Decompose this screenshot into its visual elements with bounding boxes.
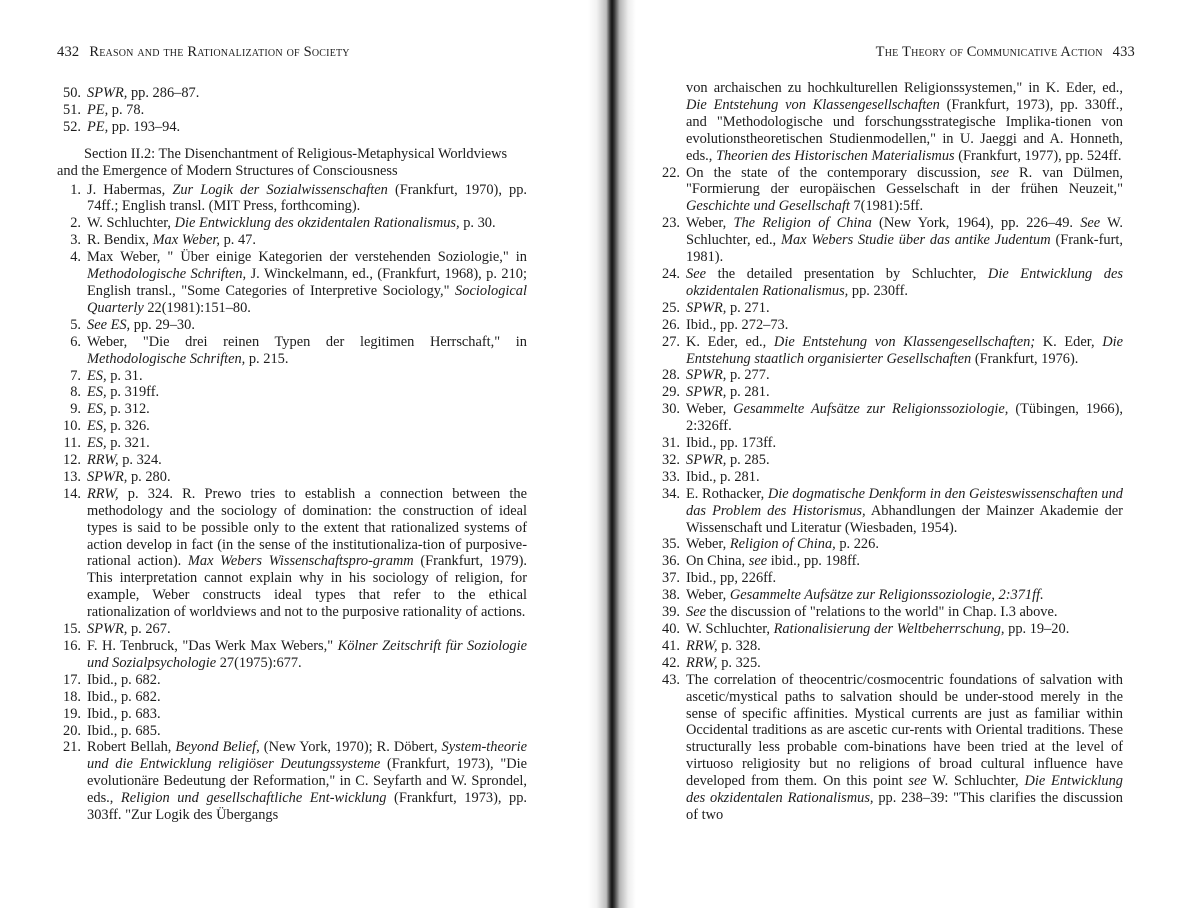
footnote-number: 33. <box>662 468 680 485</box>
footnote-7 <box>57 368 527 385</box>
footnote-number: 37. <box>662 570 680 587</box>
footnote-16 <box>57 638 527 672</box>
footnote-41 <box>656 638 1123 655</box>
footnote-text: Ibid., pp, 226ff. <box>686 570 777 587</box>
footnote-text: Ibid., p. 682. <box>87 688 161 705</box>
left-notes-column <box>57 85 527 824</box>
footnote-text: Ibid., p. 281. <box>686 468 760 485</box>
footnote-number: 4. <box>70 249 81 266</box>
footnote-38 <box>656 587 1123 604</box>
footnote-25 <box>656 300 1123 317</box>
footnote-number: 39. <box>662 604 680 621</box>
footnote-text: Robert Bellah, Beyond Belief, (New York, 1970); R. Döbert, System-theorie und die Entwicklung religiöser Deutungssysteme (Frankfurt, 1973), "Die evolutionäre Bedeutung der Reformation," in C. Seyfarth and W. Sprondel, eds., Religion und gesellschaftliche Ent-wicklung (Frankfurt, 1973), pp. 303ff. "Zur Logik des Übergangs <box>87 739 528 824</box>
footnote-2 <box>57 215 527 232</box>
footnote-text: Ibid., p. 683. <box>87 705 161 722</box>
footnote-number: 27. <box>662 333 680 350</box>
footnote-number: 30. <box>662 401 680 418</box>
footnote-text: SPWR, p. 285. <box>686 451 770 468</box>
footnote-39 <box>656 604 1123 621</box>
footnote-text: PE, pp. 193–94. <box>87 118 181 135</box>
footnote-text: SPWR, p. 267. <box>87 621 171 638</box>
footnote-30 <box>656 401 1123 435</box>
footnote-number: 12. <box>63 452 81 469</box>
footnote-text: E. Rothacker, Die dogmatische Denkform in den Geisteswissenschaften und das Problem des Historismus, Abhandlungen der Mainzer Akademie der Wissenschaft und Literatur (Wiesbaden, 1954). <box>686 485 1123 536</box>
footnote-number: 8. <box>70 384 81 401</box>
footnote-24 <box>656 266 1123 300</box>
footnote-36 <box>656 553 1123 570</box>
footnote-43 <box>656 672 1123 824</box>
footnote-text: PE, p. 78. <box>87 101 145 118</box>
footnote-52 <box>57 119 527 136</box>
footnote-number: 36. <box>662 553 680 570</box>
footnote-text: ES, p. 31. <box>87 367 143 384</box>
footnote-text: On the state of the contemporary discussion, see R. van Dülmen, "Formierung der europäischen Gesselschaft in der frühen Neuzeit," Geschichte und Gesellschaft 7(1981):5ff. <box>686 164 1123 215</box>
right-running-head <box>876 44 1135 61</box>
footnote-text: Ibid., pp. 272–73. <box>686 316 789 333</box>
footnote-number: 31. <box>662 435 680 452</box>
footnote-text: W. Schluchter, Rationalisierung der Weltbeherrschung, pp. 19–20. <box>686 621 1070 637</box>
footnote-text: Weber, Religion of China, p. 226. <box>686 536 879 553</box>
note-continuation <box>656 80 1123 165</box>
footnote-number: 38. <box>662 587 680 604</box>
footnote-35 <box>656 536 1123 553</box>
footnote-6 <box>57 334 527 368</box>
left-page-number: 432 <box>57 44 80 60</box>
footnote-number: 34. <box>662 485 680 502</box>
footnote-number: 29. <box>662 384 680 401</box>
footnote-number: 22. <box>662 164 680 181</box>
footnote-1 <box>57 182 527 216</box>
footnote-number: 10. <box>63 418 81 435</box>
footnote-17 <box>57 672 527 689</box>
footnote-text: Ibid., p. 682. <box>87 671 161 688</box>
footnote-5 <box>57 317 527 334</box>
footnote-text: Weber, "Die drei reinen Typen der legitimen Herrschaft," in Methodologische Schriften, p. 215. <box>87 333 527 367</box>
footnote-text: SPWR, p. 277. <box>686 367 770 384</box>
footnote-8 <box>57 384 527 401</box>
footnote-number: 32. <box>662 451 680 468</box>
footnote-number: 2. <box>70 215 81 232</box>
footnote-number: 15. <box>63 621 81 638</box>
footnote-number: 18. <box>63 688 81 705</box>
footnote-12 <box>57 452 527 469</box>
footnote-51 <box>57 102 527 119</box>
book-gutter-shadow <box>588 0 636 908</box>
footnote-text: W. Schluchter, Die Entwicklung des okzidentalen Rationalismus, p. 30. <box>87 215 496 232</box>
footnote-text: RRW, p. 325. <box>686 654 761 671</box>
footnote-text: ES, p. 312. <box>87 401 150 418</box>
footnote-number: 17. <box>63 671 81 688</box>
footnote-text: SPWR, p. 271. <box>686 299 770 316</box>
footnote-text: Weber, Gesammelte Aufsätze zur Religionssoziologie, (Tübingen, 1966), 2:326ff. <box>686 401 1123 435</box>
footnote-text: K. Eder, ed., Die Entstehung von Klassengesellschaften; K. Eder, Die Entstehung staatlich organisierter Gesellschaften (Frankfurt, 1976). <box>686 333 1123 367</box>
footnote-number: 16. <box>63 638 81 654</box>
footnote-text: See the discussion of "relations to the world" in Chap. I.3 above. <box>686 604 1058 621</box>
footnote-22 <box>656 165 1123 216</box>
footnote-number: 42. <box>662 654 680 671</box>
footnote-34 <box>656 486 1123 537</box>
footnote-number: 7. <box>70 367 81 384</box>
footnote-text: SPWR, p. 280. <box>87 468 171 485</box>
footnote-number: 5. <box>70 316 81 333</box>
footnote-number: 28. <box>662 367 680 384</box>
right-running-title: The Theory of Communicative Action <box>875 44 1103 60</box>
footnote-4 <box>57 249 527 317</box>
footnote-number: 50. <box>63 85 81 101</box>
left-running-title: Reason and the Rationalization of Society <box>89 44 350 60</box>
footnote-text: RRW, p. 328. <box>686 637 761 654</box>
footnote-text: Ibid., p. 685. <box>87 722 161 739</box>
right-page-number: 433 <box>1112 44 1135 60</box>
footnote-text: SPWR, p. 281. <box>686 384 770 401</box>
footnote-3 <box>57 232 527 249</box>
footnote-40 <box>656 621 1123 638</box>
footnote-text: SPWR, pp. 286–87. <box>87 85 200 101</box>
footnote-text: RRW, p. 324. <box>87 452 162 469</box>
footnote-31 <box>656 435 1123 452</box>
footnote-number: 20. <box>63 722 81 739</box>
footnote-9 <box>57 401 527 418</box>
right-notes-list <box>656 165 1123 824</box>
continuation-text: von archaischen zu hochkulturellen Religionssystemen," in K. Eder, ed., Die Entstehung von Klassengesellschaften (Frankfurt, 1973), pp. 330ff., and "Methodologische und forschungsstrategische Implika-tionen von evolutionstheoretischen Studienmodellen," in U. Jaeggi and A. Honneth, eds., Theorien des Historischen Materialismus (Frankfurt, 1977), pp. 524ff. <box>686 80 1123 164</box>
footnote-text: ES, p. 326. <box>87 418 150 435</box>
footnote-text: Weber, The Religion of China (New York, 1964), pp. 226–49. See W. Schluchter, ed., Max Webers Studie über das antike Judentum (Frank-furt, 1981). <box>686 215 1124 266</box>
footnote-13 <box>57 469 527 486</box>
footnote-27 <box>656 334 1123 368</box>
footnote-number: 35. <box>662 536 680 553</box>
left-running-head <box>57 44 350 61</box>
footnote-number: 26. <box>662 316 680 333</box>
footnote-number: 23. <box>662 215 680 232</box>
footnote-text: Weber, Gesammelte Aufsätze zur Religionssoziologie, 2:371ff. <box>686 587 1044 604</box>
footnote-23 <box>656 215 1123 266</box>
footnote-18 <box>57 689 527 706</box>
footnote-14 <box>57 486 527 621</box>
footnote-26 <box>656 317 1123 334</box>
footnote-32 <box>656 452 1123 469</box>
footnote-11 <box>57 435 527 452</box>
footnote-number: 3. <box>70 232 81 249</box>
footnote-text: F. H. Tenbruck, "Das Werk Max Webers," Kölner Zeitschrift für Soziologie und Sozialpsychologie 27(1975):677. <box>87 638 528 671</box>
left-notes-top <box>57 85 527 136</box>
footnote-text: J. Habermas, Zur Logik der Sozialwissenschaften (Frankfurt, 1970), pp. 74ff.; English transl. (MIT Press, forthcoming). <box>87 181 528 215</box>
footnote-number: 1. <box>70 181 81 198</box>
footnote-text: See the detailed presentation by Schluchter, Die Entwicklung des okzidentalen Rationalismus, pp. 230ff. <box>686 265 1123 299</box>
footnote-29 <box>656 384 1123 401</box>
footnote-21 <box>57 739 527 824</box>
footnote-number: 25. <box>662 299 680 316</box>
footnote-number: 43. <box>662 671 680 688</box>
footnote-number: 9. <box>70 401 81 418</box>
footnote-number: 40. <box>662 621 680 637</box>
footnote-42 <box>656 655 1123 672</box>
footnote-number: 41. <box>662 637 680 654</box>
footnote-text: See ES, pp. 29–30. <box>87 316 195 333</box>
footnote-number: 14. <box>63 485 81 502</box>
section-heading: Section II.2: The Disenchantment of Religious-Metaphysical Worldviews and the Emergence of Modern Structures of Consciousness <box>57 145 508 179</box>
footnote-text: The correlation of theocentric/cosmocentric foundations of salvation with ascetic/mystical paths to salvation should be under-stood merely in the sense of specific affinities. Mystical currents are just as familiar within Occidental traditions as are ascetic cur-rents with Oriental traditions. These structurally less probable com-binations have been tried at the level of virtuoso religiosity but no religions of broad cultural influence have developed from them. On this point see W. Schluchter, Die Entwicklung des okzidentalen Rationalismus, pp. 238–39: "This clarifies the discussion of two <box>686 671 1124 823</box>
footnote-text: R. Bendix, Max Weber, p. 47. <box>87 232 256 249</box>
footnote-number: 11. <box>63 435 81 452</box>
footnote-text: On China, see ibid., pp. 198ff. <box>686 553 861 570</box>
footnote-text: Max Weber, " Über einige Kategorien der verstehenden Soziologie," in Methodologische Schriften, J. Winckelmann, ed., (Frankfurt, 1968), p. 210; English transl., "Some Categories of Interpretive Sociology," Sociological Quarterly 22(1981):151–80. <box>87 249 527 316</box>
left-notes-list <box>57 182 527 824</box>
footnote-text: Ibid., pp. 173ff. <box>686 435 777 452</box>
footnote-28 <box>656 367 1123 384</box>
right-notes-column <box>656 80 1123 824</box>
footnote-15 <box>57 621 527 638</box>
footnote-10 <box>57 418 527 435</box>
footnote-number: 21. <box>63 739 81 756</box>
footnote-50 <box>57 85 527 102</box>
footnote-number: 51. <box>63 101 81 118</box>
footnote-text: RRW, p. 324. R. Prewo tries to establish a connection between the methodology and the sociology of domination: the construction of ideal types is said to be possible only to the extent that rationalized systems of action develop in fact (in the sense of the institutionaliza-tion of purposive-rational action). Max Webers Wissenschaftspro-gramm (Frankfurt, 1979). This interpretation cannot explain why in his sociology of religion, for example, Weber constructs ideal types that refer to the ethical rationalization of worldviews and not to the purposive rationality of actions. <box>87 485 527 621</box>
footnote-number: 24. <box>662 265 680 282</box>
footnote-text: ES, p. 321. <box>87 435 150 452</box>
footnote-19 <box>57 706 527 723</box>
footnote-number: 52. <box>63 118 81 135</box>
footnote-37 <box>656 570 1123 587</box>
footnote-number: 19. <box>63 705 81 722</box>
footnote-number: 6. <box>70 333 81 350</box>
footnote-33 <box>656 469 1123 486</box>
footnote-text: ES, p. 319ff. <box>87 384 160 401</box>
footnote-number: 13. <box>63 468 81 485</box>
footnote-20 <box>57 723 527 740</box>
